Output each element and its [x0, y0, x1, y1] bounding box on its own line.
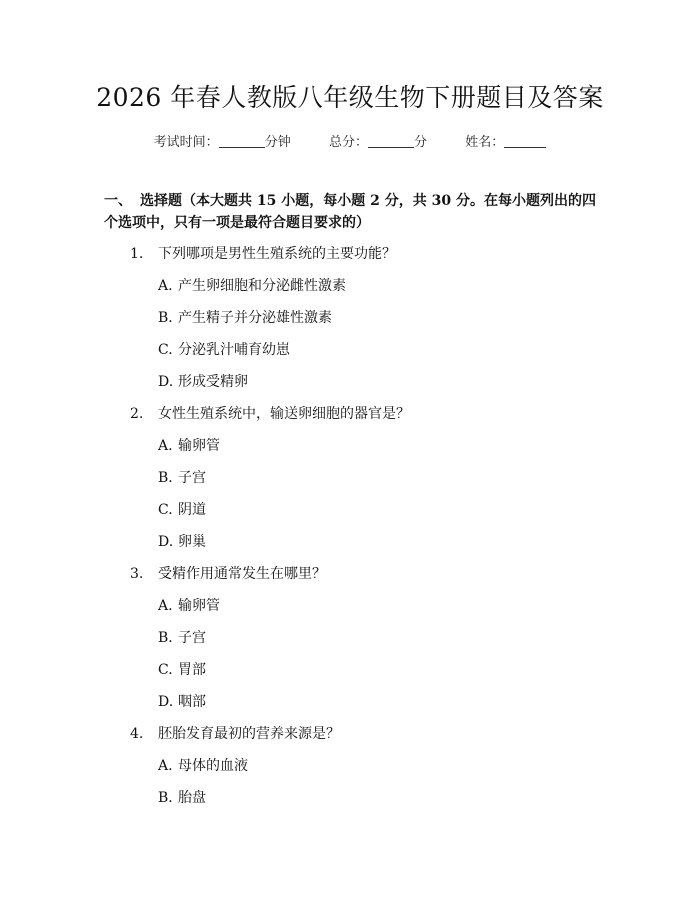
question-text: 胚胎发育最初的营养来源是？ [158, 726, 340, 742]
option-text: 胎盘 [178, 790, 206, 806]
option-1a [158, 275, 346, 295]
section-text: 选择题（本大题共 15 小题，每小题 2 分，共 30 分。在每小题列出的四个选项中，只有一项是最符合题目要求的） [104, 193, 596, 231]
question-1 [130, 243, 396, 263]
question-number: 4. [130, 726, 144, 742]
option-text: 产生精子并分泌雄性激素 [178, 310, 332, 326]
option-2d [158, 531, 206, 551]
option-letter: B. [158, 790, 173, 806]
option-4a [158, 755, 248, 775]
option-letter: C. [158, 502, 173, 518]
page-title: 2026 年春人教版八年级生物下册题目及答案 [96, 83, 604, 112]
option-text: 子宫 [178, 470, 206, 486]
option-2b [158, 467, 206, 487]
option-3c [158, 659, 206, 679]
question-3 [130, 563, 326, 583]
option-letter: D. [158, 694, 174, 710]
option-letter: A. [158, 598, 173, 614]
option-4b [158, 787, 206, 807]
option-text: 母体的血液 [178, 758, 248, 774]
option-text: 产生卵细胞和分泌雌性激素 [178, 278, 346, 294]
question-number: 1. [130, 246, 144, 262]
section-number: 一、 [104, 193, 132, 209]
score-unit: 分 [414, 135, 428, 150]
question-number: 2. [130, 406, 144, 422]
option-text: 阴道 [178, 502, 206, 518]
option-letter: D. [158, 374, 174, 390]
option-text: 胃部 [178, 662, 206, 678]
option-text: 子宫 [178, 630, 206, 646]
question-4 [130, 723, 340, 743]
option-1c [158, 339, 290, 359]
time-unit: 分钟 [264, 135, 291, 150]
question-text: 下列哪项是男性生殖系统的主要功能？ [158, 246, 396, 262]
time-blank [219, 135, 265, 148]
option-1b [158, 307, 332, 327]
option-letter: B. [158, 310, 173, 326]
question-text: 女性生殖系统中，输送卵细胞的器官是？ [158, 406, 410, 422]
exam-info [0, 131, 700, 150]
option-letter: C. [158, 342, 173, 358]
option-2a [158, 435, 220, 455]
name-label: 姓名： [465, 135, 505, 150]
score-label: 总分： [328, 135, 368, 150]
question-number: 3. [130, 566, 144, 582]
option-letter: B. [158, 470, 173, 486]
option-text: 分泌乳汁哺育幼崽 [178, 342, 290, 358]
option-3d [158, 691, 206, 711]
option-3a [158, 595, 220, 615]
option-text: 输卵管 [178, 438, 220, 454]
time-label: 考试时间： [153, 135, 219, 150]
option-letter: A. [158, 438, 173, 454]
option-letter: B. [158, 630, 173, 646]
option-2c [158, 499, 206, 519]
option-letter: D. [158, 534, 174, 550]
option-text: 咽部 [178, 694, 206, 710]
option-letter: A. [158, 278, 173, 294]
option-letter: A. [158, 758, 173, 774]
name-blank [504, 135, 546, 148]
option-3b [158, 627, 206, 647]
option-text: 输卵管 [178, 598, 220, 614]
question-2 [130, 403, 410, 423]
section-heading [104, 190, 604, 234]
option-text: 卵巢 [178, 534, 206, 550]
option-1d [158, 371, 248, 391]
score-blank [368, 135, 414, 148]
option-text: 形成受精卵 [178, 374, 248, 390]
option-letter: C. [158, 662, 173, 678]
question-text: 受精作用通常发生在哪里？ [158, 566, 326, 582]
